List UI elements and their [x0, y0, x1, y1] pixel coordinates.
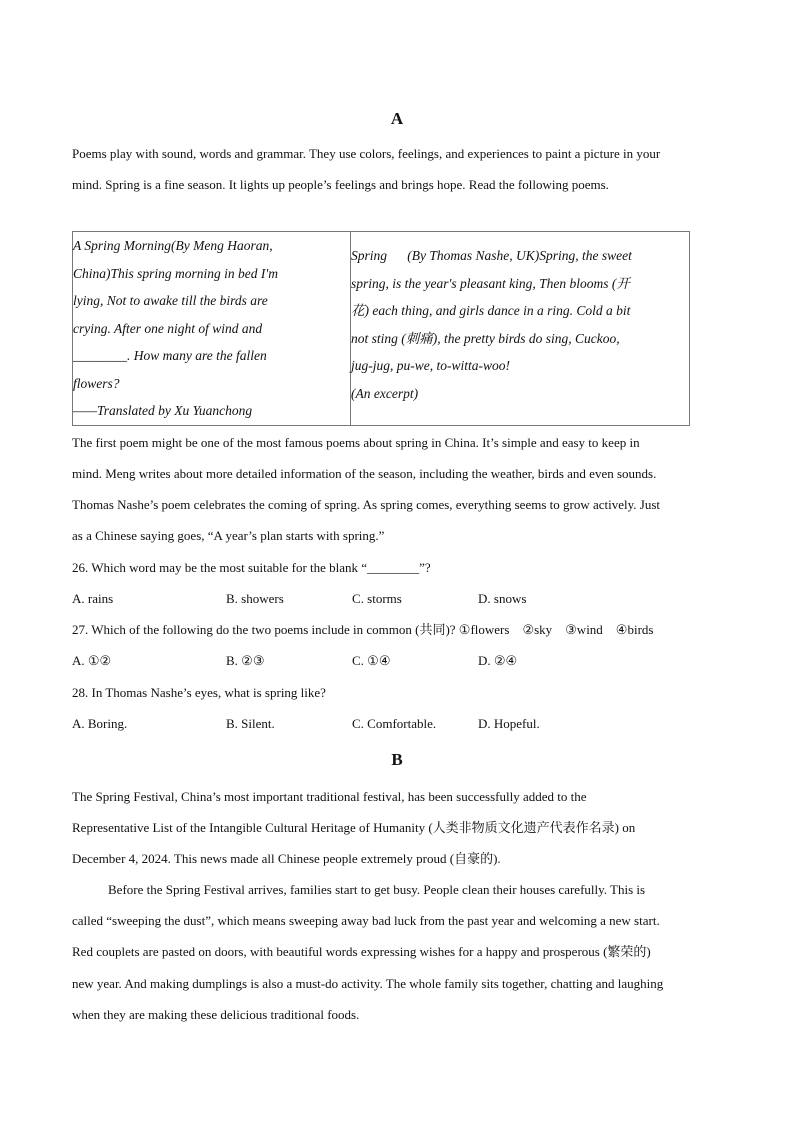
option-d[interactable]: D. ②④	[478, 653, 518, 668]
option-d[interactable]: D. Hopeful.	[478, 716, 540, 731]
poem-line: not sting (刺痛), the pretty birds do sing, Cuckoo,	[351, 330, 620, 346]
passage-line: when they are making these delicious traditional foods.	[72, 1007, 360, 1022]
passage-line: new year. And making dumplings is also a must-do activity. The whole family sits together, chatting and laughing	[72, 976, 664, 991]
question-26: 26. Which word may be the most suitable for the blank “________”?	[72, 560, 431, 575]
poem-line: China)This spring morning in bed I'm	[73, 265, 279, 281]
passage-line: Thomas Nashe’s poem celebrates the coming of spring. As spring comes, everything seems to grow actively. Just	[72, 497, 661, 512]
poem-line: crying. After one night of wind and	[73, 320, 263, 336]
poem-spring	[351, 232, 690, 426]
poem-line: spring, is the year's pleasant king, Then blooms (开	[351, 275, 630, 291]
translator-credit: ——Translated by Xu Yuanchong	[73, 403, 253, 418]
poem-line: ________. How many are the fallen	[73, 348, 267, 363]
option-c[interactable]: C. storms	[352, 591, 402, 606]
option-a[interactable]: A. rains	[72, 591, 114, 606]
option-c[interactable]: C. ①④	[352, 653, 391, 668]
poem-line: lying, Not to awake till the birds are	[73, 293, 268, 308]
option-c[interactable]: C. Comfortable.	[352, 716, 437, 731]
poem-line: flowers?	[73, 375, 120, 391]
section-a-heading: A	[390, 109, 404, 128]
option-b[interactable]: B. showers	[226, 591, 284, 606]
passage-line: Representative List of the Intangible Cultural Heritage of Humanity (人类非物质文化遗产代表作名录) on	[72, 820, 636, 835]
poem-line: Spring (By Thomas Nashe, UK)Spring, the sweet	[351, 248, 632, 263]
option-a[interactable]: A. ①②	[72, 653, 112, 668]
poem-spring-morning	[73, 232, 351, 426]
option-a[interactable]: A. Boring.	[72, 716, 128, 731]
excerpt-note: (An excerpt)	[351, 385, 419, 401]
passage-line: called “sweeping the dust”, which means sweeping away bad luck from the past year and welcoming a new start.	[72, 913, 660, 928]
option-d[interactable]: D. snows	[478, 591, 527, 606]
passage-line: The first poem might be one of the most famous poems about spring in China. It’s simple and easy to keep in	[72, 435, 640, 450]
poem-line: A Spring Morning(By Meng Haoran,	[73, 238, 273, 253]
question-27: 27. Which of the following do the two poems include in common (共同)? ①flowers ②sky ③wind ④birds	[72, 622, 654, 637]
option-b[interactable]: B. ②③	[226, 653, 265, 668]
option-b[interactable]: B. Silent.	[226, 716, 275, 731]
passage-line: mind. Meng writes about more detailed information of the season, including the weather, birds and even sounds.	[72, 466, 657, 481]
section-b-heading: B	[391, 750, 403, 769]
passage-line: December 4, 2024. This news made all Chinese people extremely proud (自豪的).	[72, 851, 501, 866]
passage-line: Before the Spring Festival arrives, families start to get busy. People clean their houses carefully. This is	[108, 882, 646, 897]
passage-line: as a Chinese saying goes, “A year’s plan starts with spring.”	[72, 528, 385, 543]
passage-line: Red couplets are pasted on doors, with beautiful words expressing wishes for a happy and prosperous (繁荣的)	[72, 944, 651, 959]
passage-line: The Spring Festival, China’s most important traditional festival, has been successfully added to the	[72, 789, 587, 804]
intro-line: mind. Spring is a fine season. It lights up people’s feelings and brings hope. Read the following poems.	[72, 177, 609, 192]
poem-line: jug-jug, pu-we, to-witta-woo!	[351, 358, 510, 373]
intro-line: Poems play with sound, words and grammar. They use colors, feelings, and experiences to paint a picture in your	[72, 146, 661, 161]
question-28: 28. In Thomas Nashe’s eyes, what is spring like?	[72, 685, 326, 700]
poems-table	[72, 231, 690, 426]
poem-line: 花) each thing, and girls dance in a ring. Cold a bit	[351, 303, 631, 318]
